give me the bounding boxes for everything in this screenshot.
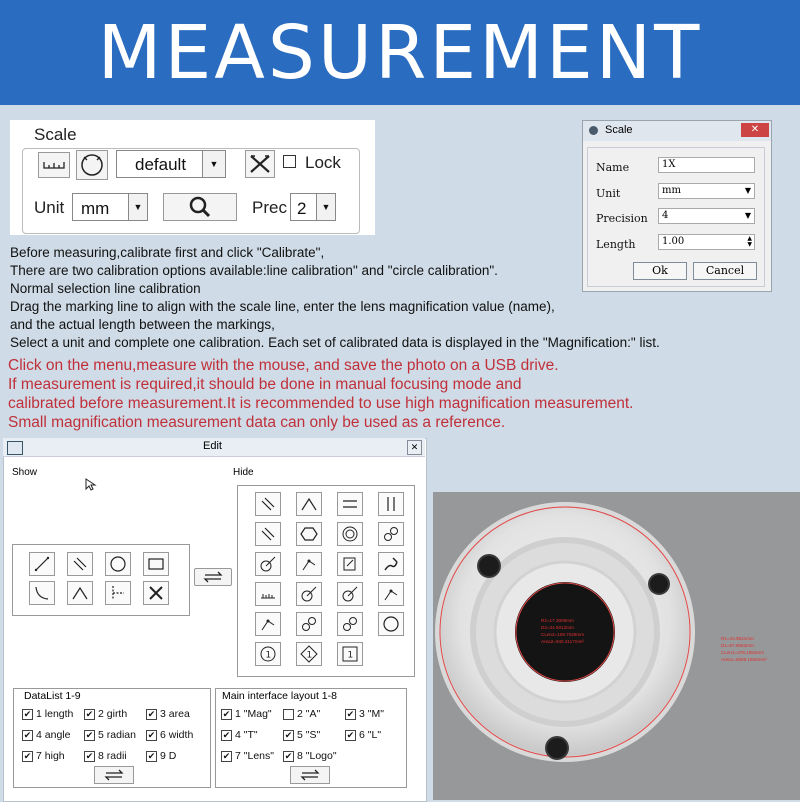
chevron-down-icon: ▼ (316, 194, 335, 220)
item-number: 7 (36, 750, 42, 762)
scale-bar-tool-button[interactable] (255, 582, 281, 606)
item-label: length (44, 708, 74, 720)
item-number: 2 (297, 708, 303, 720)
item-label: D (168, 750, 177, 762)
checkbox[interactable]: ✔ (284, 750, 293, 761)
note-line: If measurement is required,it should be done in manual focusing mode and (8, 376, 522, 393)
item-label: girth (106, 708, 128, 720)
close-button[interactable]: ✕ (741, 123, 769, 137)
scale-dialog-titlebar (583, 121, 771, 141)
edit-dialog-titlebar (3, 438, 425, 457)
freehand-tool-button[interactable] (378, 552, 404, 576)
angle-tool-button[interactable] (67, 581, 93, 605)
counter-circle-icon (257, 643, 279, 665)
line-to-line-tool-button[interactable] (255, 522, 281, 546)
instruction-line: Normal selection line calibration (10, 281, 201, 296)
svg-text:1: 1 (347, 650, 354, 661)
circle-distance-icon (380, 523, 402, 545)
vertex-angle-tool-button[interactable] (378, 582, 404, 606)
ruler-button[interactable] (38, 152, 70, 178)
item-number: 4 (235, 729, 241, 741)
vertex-angle-icon (380, 583, 402, 605)
item-number: 5 (297, 729, 303, 741)
circle-calibration-button[interactable] (76, 150, 108, 180)
checklist-item[interactable] (283, 729, 320, 741)
item-number: 6 (359, 729, 365, 741)
checkbox[interactable]: ✔ (284, 729, 293, 740)
checkbox[interactable]: ✔ (85, 729, 94, 740)
angle-icon (69, 582, 91, 604)
checklist-item[interactable] (345, 729, 381, 741)
checklist-item[interactable] (283, 750, 337, 762)
item-label: "Logo" (305, 750, 337, 762)
scale-dialog-title: Scale (605, 124, 633, 136)
checklist-item[interactable] (84, 708, 127, 720)
checklist-item[interactable] (345, 708, 384, 720)
magnifier-icon (164, 194, 236, 220)
close-button[interactable]: ✕ (407, 440, 422, 455)
tangent-circles-icon (339, 613, 361, 635)
diameter-tool-button[interactable] (296, 582, 322, 606)
swap-arrows-icon (195, 569, 231, 585)
item-label: high (44, 750, 65, 762)
unit-label: Unit (596, 187, 621, 200)
svg-text:1: 1 (306, 650, 313, 661)
length-input-value: 1.00 (662, 236, 685, 247)
instruction-line: Drag the marking line to align with the scale line, enter the lens magnification value (name), (10, 299, 555, 314)
polygon-tool-button[interactable] (296, 522, 322, 546)
outer-rim-measurements (721, 635, 767, 663)
arc-angle-tool-button[interactable] (255, 612, 281, 636)
chevron-down-icon: ▼ (128, 194, 147, 220)
item-number: 5 (98, 729, 104, 741)
scale-bar-icon (257, 583, 279, 605)
spinner-icon[interactable]: ▲ ▼ (747, 235, 752, 248)
measurement-label: Area2=940.3117mm² (541, 639, 584, 644)
checklist-item[interactable] (283, 708, 320, 720)
checkbox[interactable]: ✔ (222, 750, 231, 761)
point-angle-icon (298, 553, 320, 575)
measurement-label: R1=43.9531mm (721, 636, 754, 641)
chevron-down-icon: ▼ (744, 186, 751, 195)
name-label: Name (596, 161, 630, 174)
layout-apply-button[interactable] (290, 766, 330, 784)
checkbox[interactable]: ✔ (147, 708, 156, 719)
item-number: 1 (235, 708, 241, 720)
counter-diamond-tool-button[interactable] (296, 642, 322, 666)
counter-square-icon (339, 643, 361, 665)
checklist-item[interactable] (146, 708, 190, 720)
precision-dropdown[interactable] (290, 193, 336, 221)
unit-select[interactable] (658, 183, 755, 199)
parallel-icon (69, 553, 91, 575)
item-label: "Lens" (243, 750, 274, 762)
prec-label: Prec (252, 198, 287, 217)
layout-title: Main interface layout 1-8 (222, 690, 337, 702)
counter-diamond-icon (298, 643, 320, 665)
item-label: "T" (243, 729, 258, 741)
checkbox[interactable]: ✔ (222, 729, 231, 740)
perpendicular-icon (107, 582, 129, 604)
measurement-label: D2=34.6012mm (541, 625, 574, 630)
item-number: 3 (160, 708, 166, 720)
measurement-label: CLen2=108.7028mm (541, 632, 585, 637)
checklist-item[interactable] (84, 729, 136, 741)
instructions-text (10, 244, 750, 352)
item-label: "M" (367, 708, 384, 720)
perpendicular-tool-button[interactable] (105, 581, 131, 605)
polygon-icon (298, 523, 320, 545)
edit-dialog-title: Edit (203, 440, 222, 452)
checklist-item[interactable] (22, 729, 70, 741)
item-number: 4 (36, 729, 42, 741)
item-label: "S" (305, 729, 321, 741)
checkbox[interactable]: ✔ (346, 729, 355, 740)
datalist-apply-button[interactable] (94, 766, 134, 784)
datalist-title: DataList 1-9 (24, 690, 81, 702)
item-label: angle (44, 729, 71, 741)
length-label: Length (596, 238, 636, 251)
hide-label: Hide (233, 467, 254, 478)
circle-to-circle-tool-button[interactable] (296, 612, 322, 636)
instruction-line: There are two calibration options available:line calibration" and "circle calibration". (10, 263, 498, 278)
checkbox[interactable]: ✔ (23, 750, 32, 761)
arc-radius-icon (339, 583, 361, 605)
horizontal-lines-tool-button[interactable] (337, 492, 363, 516)
show-label: Show (12, 467, 38, 478)
rectangle-tool-button[interactable] (143, 552, 169, 576)
item-number: 2 (98, 708, 104, 720)
app-icon (589, 126, 598, 135)
rectangle-icon (145, 553, 167, 575)
annotation-icon (339, 553, 361, 575)
measurement-label: D1=87.9062mm (721, 643, 754, 648)
chevron-down-icon: ▼ (202, 151, 225, 177)
swap-tools-button[interactable] (194, 568, 232, 586)
ruler-icon (39, 153, 69, 177)
precision-select[interactable] (658, 208, 755, 224)
checkbox[interactable]: ✔ (85, 708, 94, 719)
instruction-line: Select a unit and complete one calibration. Each set of calibrated data is displayed in the "Magnification:" list. (10, 335, 660, 350)
swap-arrows-icon (291, 767, 329, 783)
clear-calibration-button[interactable] (245, 150, 275, 178)
item-number: 8 (297, 750, 303, 762)
counter-square-tool-button[interactable] (337, 642, 363, 666)
item-label: "A" (305, 708, 321, 720)
unit-select-value: mm (662, 185, 681, 196)
checkbox[interactable]: ✔ (23, 708, 32, 719)
freehand-icon (380, 553, 402, 575)
lock-checkbox[interactable] (283, 155, 296, 168)
line-icon (31, 553, 53, 575)
instruction-line: Before measuring,calibrate first and click "Calibrate", (10, 245, 325, 260)
notes-text (8, 356, 768, 432)
circle-icon (77, 151, 107, 179)
note-line: calibrated before measurement.It is recommended to use high magnification measurement. (8, 395, 634, 412)
precision-dropdown-value: 2 (297, 199, 307, 218)
item-label: area (168, 708, 190, 720)
note-line: Click on the menu,measure with the mouse, and save the photo on a USB drive. (8, 357, 559, 374)
checkbox[interactable]: ✔ (23, 729, 32, 740)
checkbox[interactable] (283, 709, 294, 720)
item-label: "L" (367, 729, 382, 741)
arc-icon (31, 582, 53, 604)
name-input[interactable]: 1X (658, 157, 755, 173)
delete-icon (145, 582, 167, 604)
checklist-item[interactable] (84, 750, 127, 762)
item-number: 7 (235, 750, 241, 762)
scale-toolbar-title: Scale (34, 125, 77, 144)
measurement-photo (433, 492, 800, 800)
lock-label: Lock (305, 153, 341, 172)
precision-label: Precision (596, 212, 648, 225)
tangent-circles-tool-button[interactable] (337, 612, 363, 636)
circle-fit-icon (380, 613, 402, 635)
checkbox[interactable]: ✔ (85, 750, 94, 761)
item-label: radii (106, 750, 127, 762)
circle-tool-button[interactable] (105, 552, 131, 576)
banner-title: MEASUREMENT (97, 10, 703, 96)
checkbox[interactable]: ✔ (147, 729, 156, 740)
circle-icon (107, 553, 129, 575)
magnifier-calibrate-button[interactable] (163, 193, 237, 221)
title-banner (0, 0, 800, 105)
item-number: 1 (36, 708, 42, 720)
checklist-item[interactable] (221, 708, 272, 720)
checklist-item[interactable] (221, 750, 274, 762)
concentric-circle-icon (339, 523, 361, 545)
circle-to-circle-icon (298, 613, 320, 635)
calibration-dropdown[interactable] (116, 150, 226, 178)
diameter-icon (298, 583, 320, 605)
point-distance-icon (257, 493, 279, 515)
angle-three-point-tool-button[interactable] (296, 492, 322, 516)
item-label: radian (106, 729, 136, 741)
angle-three-point-icon (298, 493, 320, 515)
point-distance-tool-button[interactable] (255, 492, 281, 516)
cross-tool-icon (246, 151, 274, 177)
checklist-item[interactable] (22, 750, 65, 762)
measurement-label: CLen1=276.1652mm (721, 650, 765, 655)
item-label: width (168, 729, 194, 741)
cancel-button[interactable]: Cancel (693, 262, 757, 280)
note-line: Small magnification measurement data can only be used as a reference. (8, 414, 506, 431)
mouse-cursor-icon (85, 478, 97, 492)
counter-circle-tool-button[interactable] (255, 642, 281, 666)
unit-label: Unit (34, 198, 65, 217)
swap-arrows-icon (95, 767, 133, 783)
annotation-tool-button[interactable] (337, 552, 363, 576)
arc-tool-button[interactable] (29, 581, 55, 605)
circle-fit-tool-button[interactable] (378, 612, 404, 636)
unit-dropdown[interactable] (72, 193, 148, 221)
horizontal-lines-icon (339, 493, 361, 515)
vertical-lines-tool-button[interactable] (378, 492, 404, 516)
vertical-lines-icon (380, 493, 402, 515)
item-label: "Mag" (243, 708, 272, 720)
radius-tool-button[interactable] (255, 552, 281, 576)
line-tool-button[interactable] (29, 552, 55, 576)
circle-distance-tool-button[interactable] (378, 522, 404, 546)
parallel-tool-button[interactable] (67, 552, 93, 576)
svg-text:1: 1 (265, 650, 272, 661)
point-angle-tool-button[interactable] (296, 552, 322, 576)
checkbox[interactable]: ✔ (147, 750, 156, 761)
chevron-down-icon: ▼ (744, 211, 751, 220)
item-number: 8 (98, 750, 104, 762)
item-number: 6 (160, 729, 166, 741)
checklist-item[interactable] (146, 750, 176, 762)
item-number: 9 (160, 750, 166, 762)
precision-select-value: 4 (662, 210, 669, 221)
app-icon (7, 441, 23, 455)
instruction-line: and the actual length between the markings, (10, 317, 275, 332)
checkbox[interactable]: ✔ (222, 708, 231, 719)
checklist-item[interactable] (22, 708, 73, 720)
checklist-item[interactable] (146, 729, 193, 741)
unit-dropdown-value: mm (81, 199, 110, 218)
ok-button[interactable]: Ok (633, 262, 687, 280)
line-to-line-icon (257, 523, 279, 545)
arc-angle-icon (257, 613, 279, 635)
item-number: 3 (359, 708, 365, 720)
arc-radius-tool-button[interactable] (337, 582, 363, 606)
measurement-label: R2=17.3006mm (541, 618, 574, 623)
measurement-label: Area1=6069.1592mm² (721, 657, 767, 662)
radius-icon (257, 553, 279, 575)
inner-hole-measurements (541, 617, 584, 645)
concentric-circle-tool-button[interactable] (337, 522, 363, 546)
calibration-dropdown-value: default (135, 155, 187, 174)
checklist-item[interactable] (221, 729, 258, 741)
delete-tool-button[interactable] (143, 581, 169, 605)
checkbox[interactable]: ✔ (346, 708, 355, 719)
